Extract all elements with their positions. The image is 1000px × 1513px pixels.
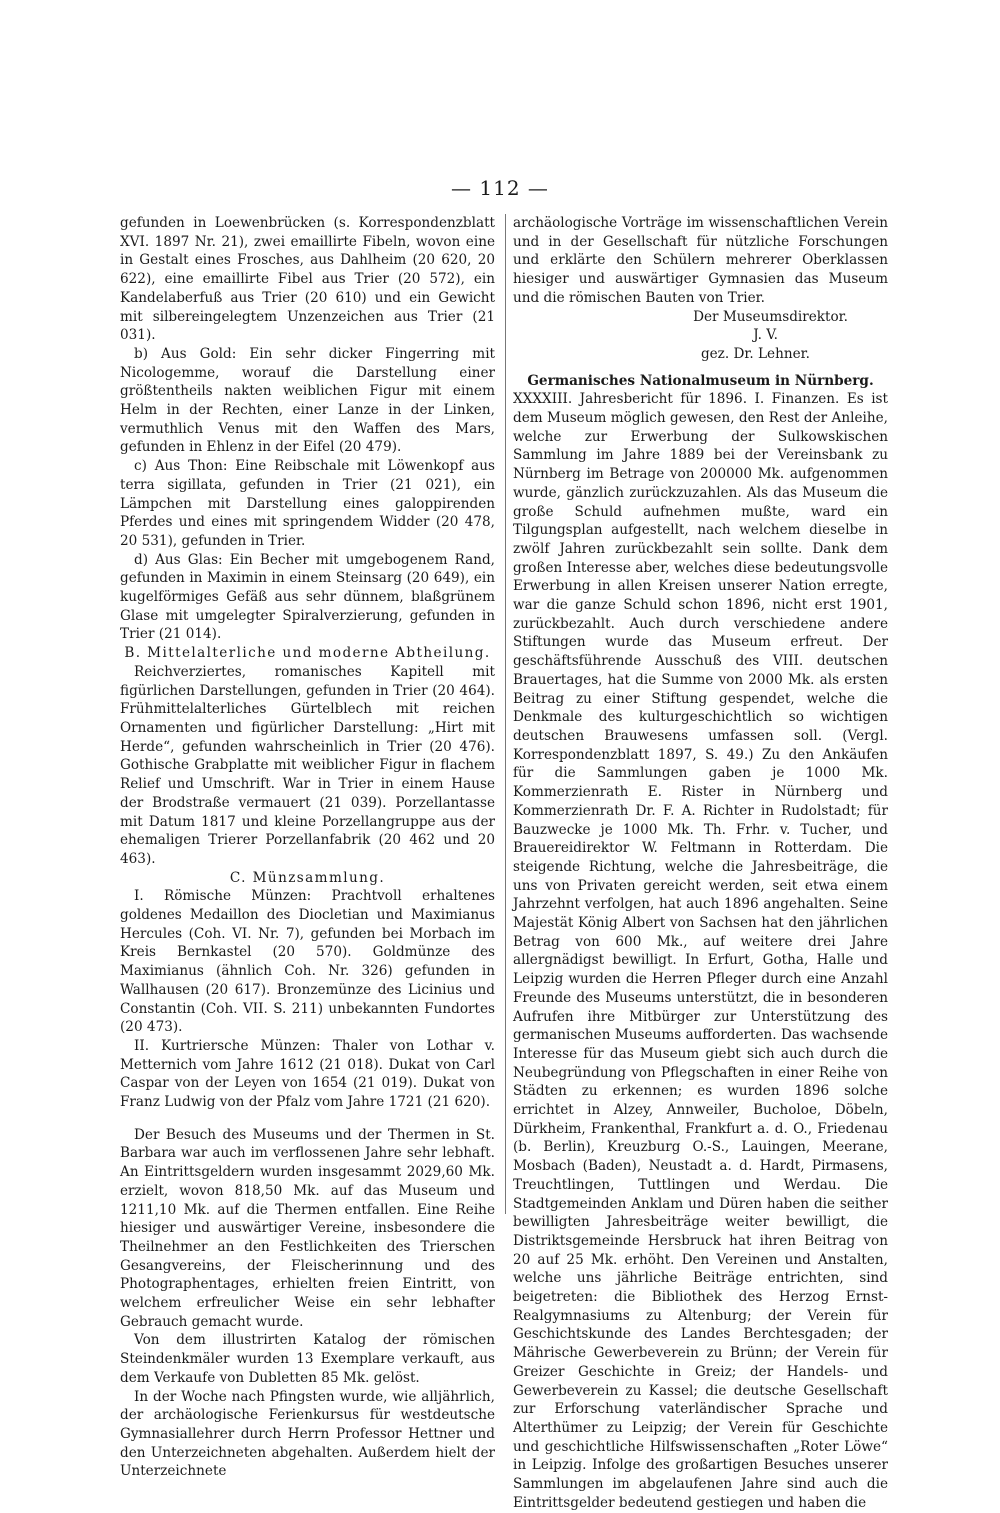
right-column (513, 214, 888, 1513)
left-paragraph: In der Woche nach Pfingsten wurde, wie alljährlich, der archäologische Ferienkursus für westdeutsche Gymnasiallehrer durch Herrn Professor Hettner und den Unterzeichneten abgehalten. Außerdem hielt der Unterzeichnete (120, 1388, 495, 1480)
section-subheading: B. Mittelalterliche und moderne Abtheilung. (124, 645, 491, 662)
signature-role: Der Museumsdirektor. (693, 308, 848, 325)
left-paragraph: b) Aus Gold: Ein sehr dicker Fingerring mit Nicologemme, worauf die Darstellung einer größtentheils nakten weiblichen Figur mit einem Helm in der Rechten, einer Lanze in der Linken, vermuthlich Venus mit den Waffen des Mars, gefunden in Ehlenz in der Eifel (20 479). (120, 345, 495, 456)
report-paragraph: XXXXIII. Jahresbericht für 1896. I. Finanzen. Es ist dem Museum möglich gewesen, den Rest der Anleihe, welche zur Erwerbung der Sulkowskischen Sammlung im Jahre 1889 bei der Vereinsbank zu Nürnberg im Betrage von 200000 Mk. aufgenommen wurde, gänzlich zurückzuzahlen. Als das Museum die große Schuld aufnehmen mußte, ward ein Tilgungsplan aufgestellt, nach welchem dieselbe in zwölf Jahren zurückbezahlt sein sollte. Dank dem großen Interesse aber, welches diese bedeutungsvolle Erwerbung in allen Kreisen unserer Nation erregte, war die ganze Schuld schon 1896, nicht erst 1901, zurückbezahlt. Auch durch verschiedene andere Stiftungen wurde das Museum erfreut. Der geschäftsführende Ausschuß des VIII. deutschen Brauertages, hat die Summe von 2000 Mk. als ersten Beitrag zu einer Stiftung gespendet, welche die Denkmale des kulturgeschichtlich so wichtigen deutschen Brauwesens umfassen soll. (Vergl. Korrespondenzblatt 1897, S. 49.) Zu den Ankäufen für die Sammlungen gaben je 1000 Mk. Kommerzienrath E. Rister in Nürnberg und Kommerzienrath Dr. F. A. Richter in Rudolstadt; für Bauzwecke je 1000 Mk. Th. Frhr. v. Tucher, und Brauereidirektor W. Feltmann in Rotterdam. Die steigende Richtung, welche die Jahresbeiträge, die uns von Privaten gereicht werden, seit etwa einem Jahrzehnt verfolgen, hat auch 1896 angehalten. Seine Majestät König Albert von Sachsen hat den jährlichen Betrag von 600 Mk., auf weitere drei Jahre allergnädigst bewilligt. In Erfurt, Gotha, Halle und Leipzig wurden die Herren Pfleger durch eine Anzahl Freunde des Museums unterstützt, die in besonderen Aufrufen ihre Mitbürger zur Unterstützung des germanischen Museums aufforderten. Das wachsende Interesse für das Museum giebt sich auch durch die Neubegründung von Pflegschaften in einer Reihe von Städten zu erkennen; es wurden 1896 solche errichtet in Alzey, Annweiler, Bucholoe, Döbeln, Dürkheim, Frankenthal, Frankfurt a. d. O., Friedenau (b. Berlin), Kreuzburg O.-S., Lauingen, Meerane, Mosbach (Baden), Neustadt a. d. Hardt, Pirmasens, Treuchtlingen, Tuttlingen und Werdau. Die Stadtgemeinden Anklam und Düren haben die seither bewilligten Jahresbeiträge weiter bewilligt, die Distriktsgemeinde Hersbruck hat ihren Beitrag von 20 auf 25 Mk. erhöht. Den Vereinen und Anstalten, welche uns jährliche Beiträge entrichten, sind beigetreten: die Bibliothek des Herzog Ernst-Realgymnasiums zu Altenburg; der Verein für Geschichtskunde des Landes Berchtesgaden; der Mährische Gewerbeverein zu Brünn; der Verein für Greizer Geschichte in Greiz; der Handels- und Gewerbeverein zu Kassel; die deutsche Gesellschaft zur Erforschung vaterländischer Sprache und Alterthümer zu Leipzig; der Verein für Geschichte und geschichtliche Hilfswissenschaften „Roter Löwe“ in Leipzig. Infolge des großartigen Besuches unserer Sammlungen im abgelaufenen Jahre sind auch die Eintrittsgelder bedeutend gestiegen und haben die (513, 391, 888, 1511)
signature-name: gez. Dr. Lehner. (700, 345, 810, 362)
left-paragraph: Reichverziertes, romanisches Kapitell mit figürlichen Darstellungen, gefunden in Trier (20 464). Frühmittelalterliches Gürtelblech mit reichen Ornamenten und figürlicher Darstellung: „Hirt mit Herde“, gefunden wahrscheinlich in Trier (20 476). Gothische Grabplatte mit weiblicher Figur in flachem Relief und Umschrift. War in Trier in einem Hause der Brodstraße vermauert (21 039). Porzellantasse mit Datum 1817 und kleine Porzellangruppe aus der ehemaligen Trierer Porzellanfabrik (20 462 und 20 463). (120, 663, 495, 867)
page-number: — 112 — (451, 176, 549, 200)
left-paragraph: Der Besuch des Museums und der Thermen in St. Barbara war auch im verflossenen Jahre sehr lebhaft. An Eintrittsgeldern wurden insgesammt 2029,60 Mk. erzielt, wovon 818,50 Mk. auf das Museum und 1211,10 Mk. auf die Thermen entfallen. Eine Reihe hiesiger und auswärtiger Vereine, insbesondere die Theilnehmer an den Festlichkeiten des Trierschen Gesangvereins, der Fleischerinnung und des Photographentages, erhielten freien Eintritt, von welchem erfreulicher Weise ein sehr lebhafter Gebrauch gemacht wurde. (120, 1126, 495, 1330)
left-paragraph: d) Aus Glas: Ein Becher mit umgebogenem Rand, gefunden in Maximin in einem Steinsarg (20 649), ein kugelförmiges Gefäß aus sehr dünnem, blaßgrünem Glase mit umgelegter Spiralverzierung, gefunden in Trier (21 014). (120, 551, 495, 643)
left-paragraph: I. Römische Münzen: Prachtvoll erhaltenes goldenes Medaillon des Diocletian und Maximianus Hercules (Coh. VI. Nr. 7), gefunden bei Morbach im Kreis Bernkastel (20 570). Goldmünze des Maximianus (ähnlich Coh. Nr. 326) gefunden in Wallhausen (20 617). Bronzemünze des Licinius und Constantin (Coh. VII. S. 211) unbekannten Fundortes (20 473). (120, 888, 495, 1036)
left-paragraph: c) Aus Thon: Eine Reibschale mit Löwenkopf aus terra sigillata, gefunden in Trier (21 021), ein Lämpchen mit Darstellung eines galoppirenden Pferdes und eines mit springendem Widder (20 478, 20 531), gefunden in Trier. (120, 458, 495, 549)
section-subheading: C. Münzsammlung. (229, 869, 386, 886)
left-column (120, 214, 495, 1481)
right-intro-paragraph: archäologische Vorträge im wissenschaftlichen Verein und in der Gesellschaft für nützliche Forschungen und erklärte den Schülern mehrerer Oberklassen hiesiger und auswärtiger Gymnasien das Museum und die römischen Bauten von Trier. (513, 215, 888, 306)
column-divider (505, 214, 506, 1214)
signature-abbrev: J. V. (753, 327, 778, 344)
left-paragraph: II. Kurtriersche Münzen: Thaler von Lothar v. Metternich vom Jahre 1612 (21 018). Dukat von Carl Caspar von der Leyen von 1654 (21 019). Dukat von Franz Ludwig von der Pfalz vom Jahre 1721 (21 620). (120, 1037, 495, 1111)
section-heading: Germanisches Nationalmuseum in Nürnberg. (527, 372, 874, 389)
left-paragraph: gefunden in Loewenbrücken (s. Korrespondenzblatt XVI. 1897 Nr. 21), zwei emaillirte Fibeln, wovon eine in Gestalt eines Frosches, aus Dahlheim (20 620, 20 622), eine emaillirte Fibel aus Trier (20 572), ein Kandelaberfuß aus Trier (20 610) und ein Gewicht mit silbereingelegtem Unzenzeichen aus Trier (21 031). (120, 215, 495, 344)
left-paragraph: Von dem illustrirten Katalog der römischen Steindenkmäler wurden 13 Exemplare verkauft, aus dem Verkaufe von Dubletten 85 Mk. gelöst. (120, 1332, 495, 1386)
